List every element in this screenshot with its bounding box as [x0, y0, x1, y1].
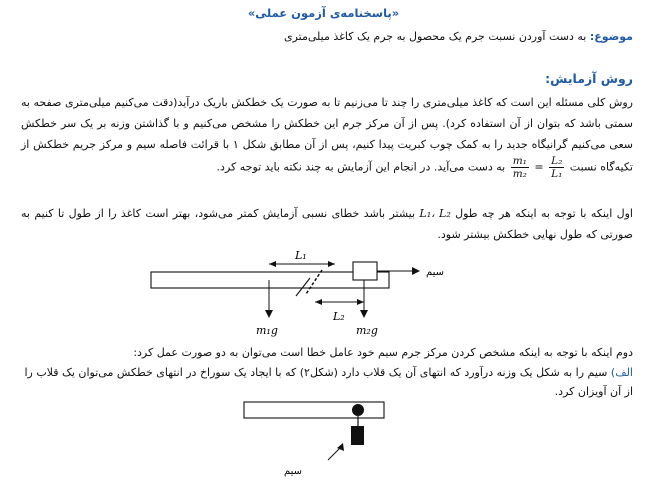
- option-a-label: الف): [610, 366, 633, 379]
- hook-hole: [352, 404, 364, 416]
- mass-ratio-fraction: $\frac{\text{m₁}}{\text{m₂}}$: [512, 155, 527, 180]
- note-first-paragraph: [21, 203, 633, 245]
- figure-1: [150, 244, 450, 342]
- wire-pointer-arrowhead: [412, 267, 420, 275]
- wire-weight: [351, 426, 364, 445]
- m1g-arrowhead: [265, 310, 273, 318]
- page-title: «پاسخنامه‌ی آزمون عملی»: [247, 6, 400, 20]
- method-paragraph: [21, 92, 633, 180]
- method-paragraph-tail: به دست می‌آید. در انجام این آزمایش به چند نکته باید توجه کرد.: [216, 160, 506, 174]
- option-a-text: سیم را به شکل یک وزنه درآورد که انتهای آن یک قلاب دارد (شکل۲) که با ایجاد یک سوراخ در انتهای خطکش می‌توان یک قلاب را از آن آویزان کرد.: [24, 366, 633, 398]
- method-heading: روش آزمایش:: [545, 71, 633, 86]
- fulcrum-edge-left: [296, 278, 310, 296]
- fulcrum-dashed: [306, 270, 322, 294]
- figure-2: [240, 396, 390, 480]
- m2g-label: m₂g: [356, 324, 378, 337]
- m1g-label: m₁g: [256, 324, 278, 337]
- note-second-paragraph: دوم اینکه با توجه به اینکه مشخص کردن مرکز جرم سیم خود عامل خطا است می‌توان به دو صورت عمل کرد:: [133, 346, 633, 359]
- method-paragraph-text: روش کلی مسئله این است که کاغذ میلی‌متری را چند تا می‌زنیم تا به صورت یک خطکش باریک درآید(دقت می‌کنیم میلی‌متری صفحه به سمتی باشد که بتوان از آن استفاده کرد). پس از آن مرکز جرم این خطکش را مشخص می‌کنیم و با گذاشتن وزنه بر یک سر خطکش سعی می‌کنیم گرانیگاه جدید را به کمک چوب کبریت پیدا کنیم، پس از آن مطابق شکل ۱ با قرائت فاصله سیم و مرکز جریم خطکش از تکیه‌گاه نسبت: [21, 96, 633, 174]
- lengths-math: L₁، L₂: [419, 207, 451, 220]
- note-first-before: اول اینکه با توجه به اینکه هر چه طول: [455, 207, 633, 220]
- wire-box: [353, 262, 377, 280]
- topic-line: [33, 30, 633, 43]
- ratio-equation: [509, 155, 567, 180]
- wire-label-2: سیم: [284, 466, 303, 477]
- l2-arrowhead-left: [315, 299, 322, 305]
- equals-sign: =: [534, 160, 544, 174]
- length-ratio-fraction: $\frac{\text{L₂}}{\text{L₁}}$: [551, 155, 563, 180]
- l1-arrowhead-right: [328, 261, 335, 267]
- m2g-arrowhead: [360, 310, 368, 318]
- l2-arrowhead-right: [357, 299, 364, 305]
- l1-label: L₁: [295, 249, 307, 262]
- wire-label: سیم: [426, 267, 445, 278]
- topic-label: موضوع:: [589, 30, 633, 43]
- note-first-after: بیشتر باشد خطای نسبی آزمایش کمتر می‌شود، بهتر است کاغذ را از طول تا کنیم به صورتی که طول نهایی خطکش بیشتر شود.: [21, 207, 633, 241]
- topic-text: به دست آوردن نسبت جرم یک محصول به جرم یک کاغذ میلی‌متری: [283, 30, 587, 43]
- l1-arrowhead-left: [269, 261, 276, 267]
- l2-label: L₂: [333, 310, 345, 323]
